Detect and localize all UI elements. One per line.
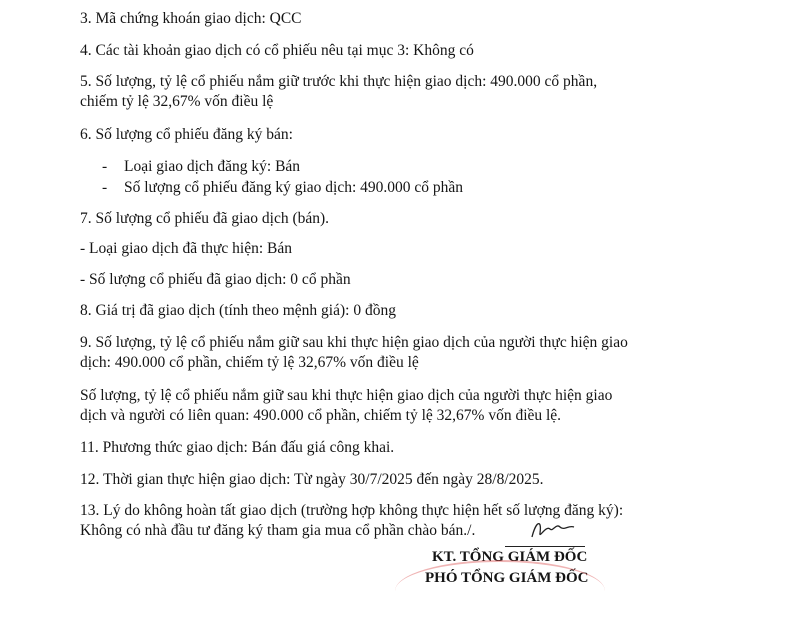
item-10-line-2: dịch và người có liên quan: 490.000 cổ phần, chiếm tỷ lệ 32,67% vốn điều lệ. (80, 407, 562, 424)
bullet-dash: - (102, 179, 108, 196)
item-6-bullet-1 (102, 157, 300, 177)
item-8-value: 8. Giá trị đã giao dịch (tính theo mệnh giá): 0 đồng (80, 302, 396, 319)
signature-underline (505, 546, 585, 547)
item-9-line-1: 9. Số lượng, tỷ lệ cổ phiếu nắm giữ sau khi thực hiện giao dịch của người thực hiện giao (80, 334, 628, 351)
item-6-bullet-2-text: Số lượng cổ phiếu đăng ký giao dịch: 490.000 cổ phần (124, 179, 464, 196)
item-5-line-2: chiếm tỷ lệ 32,67% vốn điều lệ (80, 93, 274, 110)
item-9-line-2: dịch: 490.000 cổ phần, chiếm tỷ lệ 32,67% vốn điều lệ (80, 354, 419, 371)
signature-title-2: PHÓ TỔNG GIÁM ĐỐC (425, 570, 589, 586)
item-7-line-2: - Số lượng cổ phiếu đã giao dịch: 0 cổ phần (80, 271, 351, 288)
item-13-line-2: Không có nhà đầu tư đăng ký tham gia mua cổ phần chào bán./. (80, 522, 476, 539)
item-5-line-1: 5. Số lượng, tỷ lệ cổ phiếu nắm giữ trước khi thực hiện giao dịch: 490.000 cổ phần, (80, 73, 598, 90)
item-12-period: 12. Thời gian thực hiện giao dịch: Từ ngày 30/7/2025 đến ngày 28/8/2025. (80, 471, 544, 488)
signature-title-1: KT. TỔNG GIÁM ĐỐC (432, 549, 588, 565)
item-13-line-1: 13. Lý do không hoàn tất giao dịch (trường hợp không thực hiện hết số lượng đăng ký): (80, 502, 624, 519)
item-10-line-1: Số lượng, tỷ lệ cổ phiếu nắm giữ sau khi thực hiện giao dịch của người thực hiện giao (80, 387, 613, 404)
item-11-method: 11. Phương thức giao dịch: Bán đấu giá công khai. (80, 439, 395, 456)
item-7-line-1: - Loại giao dịch đã thực hiện: Bán (80, 240, 292, 257)
signature-scribble-icon (528, 515, 578, 543)
item-3-stock-code: 3. Mã chứng khoán giao dịch: QCC (80, 10, 302, 27)
item-7-heading: 7. Số lượng cổ phiếu đã giao dịch (bán). (80, 210, 330, 227)
red-stamp-edge (395, 560, 605, 622)
item-4-accounts: 4. Các tài khoản giao dịch có cổ phiếu nêu tại mục 3: Không có (80, 42, 474, 59)
bullet-dash: - (102, 158, 108, 175)
item-6-heading: 6. Số lượng cổ phiếu đăng ký bán: (80, 126, 293, 143)
item-6-bullet-2 (102, 178, 463, 198)
item-6-bullet-1-text: Loại giao dịch đăng ký: Bán (124, 158, 301, 175)
